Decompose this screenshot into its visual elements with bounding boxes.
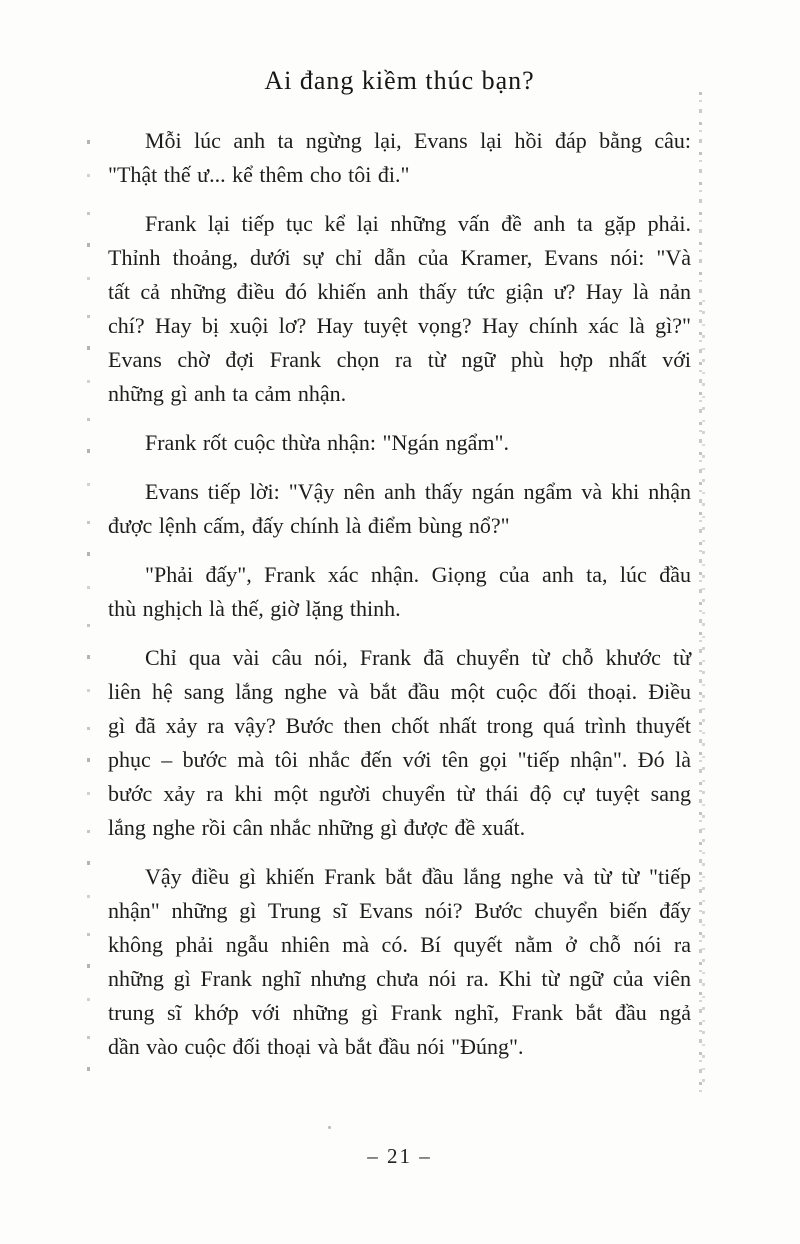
- text-line: lắng nghe rồi cân nhắc những gì được đề xuất.: [108, 815, 526, 840]
- text-line: Thỉnh thoảng, dưới sự chỉ dẫn của Kramer, Evans nói: "Và: [108, 245, 691, 270]
- paragraph: [108, 426, 691, 460]
- text-line: liên hệ sang lắng nghe và bắt đầu một cuộc đối thoại. Điều: [108, 679, 691, 704]
- paragraph: [108, 860, 691, 1064]
- text-line: những gì Frank nghĩ nhưng chưa nói ra. Khi từ ngữ của viên: [108, 966, 691, 991]
- text-line: Chỉ qua vài câu nói, Frank đã chuyển từ chỗ khước từ: [145, 645, 691, 670]
- text-line: nhận" những gì Trung sĩ Evans nói? Bước chuyển biến đấy: [108, 898, 691, 923]
- text-line: trung sĩ khớp với những gì Frank nghĩ, Frank bắt đầu ngả: [108, 1000, 691, 1025]
- text-line: chí? Hay bị xuội lơ? Hay tuyệt vọng? Hay chính xác là gì?": [108, 313, 691, 338]
- text-line: phục – bước mà tôi nhắc đến với tên gọi "tiếp nhận". Đó là: [108, 747, 691, 772]
- text-line: Vậy điều gì khiến Frank bắt đầu lắng nghe và từ từ "tiếp: [145, 864, 691, 889]
- text-line: tất cả những điều đó khiến anh thấy tức giận ư? Hay là nản: [108, 279, 691, 304]
- paragraph: [108, 207, 691, 411]
- text-line: dần vào cuộc đối thoại và bắt đầu nói "Đúng".: [108, 1034, 524, 1059]
- paragraph: [108, 124, 691, 192]
- paragraph: [108, 641, 691, 845]
- text-line: được lệnh cấm, đấy chính là điểm bùng nổ?": [108, 513, 510, 538]
- scan-noise-left: [87, 140, 90, 1080]
- text-line: không phải ngẫu nhiên mà có. Bí quyết nằm ở chỗ nói ra: [108, 932, 691, 957]
- paragraph: [108, 475, 691, 543]
- text-line: Evans tiếp lời: "Vậy nên anh thấy ngán ngẩm và khi nhận: [145, 479, 691, 504]
- text-line: Frank lại tiếp tục kể lại những vấn đề anh ta gặp phải.: [145, 211, 691, 236]
- scan-noise-right-2: [702, 300, 705, 1090]
- text-line: "Thật thế ư... kể thêm cho tôi đi.": [108, 162, 410, 187]
- page-number: – 21 –: [367, 1144, 432, 1168]
- text-line: Frank rốt cuộc thừa nhận: "Ngán ngẩm".: [145, 430, 509, 455]
- body-text: [108, 124, 691, 1064]
- text-line: Mỗi lúc anh ta ngừng lại, Evans lại hồi đáp bằng câu:: [145, 128, 691, 153]
- paragraph: [108, 558, 691, 626]
- text-line: bước xảy ra khi một người chuyển từ thái độ cự tuyệt sang: [108, 781, 691, 806]
- text-line: những gì anh ta cảm nhận.: [108, 381, 347, 406]
- scan-noise-right: [699, 92, 702, 1092]
- text-line: "Phải đấy", Frank xác nhận. Giọng của anh ta, lúc đầu: [145, 562, 691, 587]
- scan-speck: [328, 1126, 331, 1129]
- text-line: gì đã xảy ra vậy? Bước then chốt nhất trong quá trình thuyết: [108, 713, 691, 738]
- text-line: thù nghịch là thế, giờ lặng thinh.: [108, 596, 401, 621]
- running-header: Ai đang kiềm thúc bạn?: [264, 66, 535, 95]
- text-line: Evans chờ đợi Frank chọn ra từ ngữ phù hợp nhất với: [108, 347, 691, 372]
